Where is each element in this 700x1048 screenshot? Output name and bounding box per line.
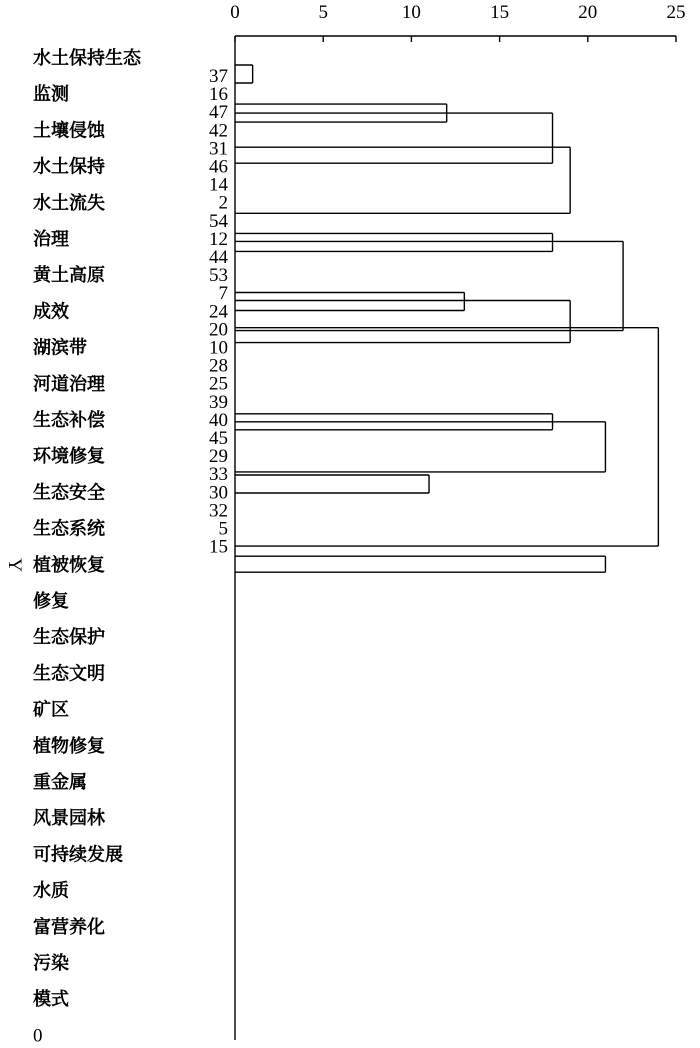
leaf-label: 31 — [209, 138, 228, 160]
x-tick-label: 20 — [578, 2, 598, 23]
leaf-label: 54 — [209, 210, 228, 232]
leaf-label: 47 — [209, 102, 228, 124]
term-label: 监测 — [33, 84, 69, 106]
y-axis-label: Y — [4, 558, 25, 572]
leaf-label: 10 — [209, 337, 228, 359]
leaf-label: 2 — [218, 192, 228, 214]
term-label: 治理 — [33, 229, 69, 250]
leaf-label: 16 — [209, 84, 228, 106]
term-label: 风景园林 — [33, 808, 105, 830]
leaf-label: 45 — [209, 428, 228, 449]
term-label: 水质 — [33, 880, 69, 902]
term-label: 模式 — [33, 989, 69, 1011]
x-axis — [230, 2, 685, 1040]
leaf-label: 29 — [209, 446, 228, 468]
leaf-label: 46 — [209, 156, 228, 178]
term-label: 生态文明 — [33, 663, 105, 685]
leaf-label: 24 — [209, 301, 228, 323]
x-tick-label: 0 — [230, 2, 240, 23]
term-label: 水土保持 — [33, 156, 105, 178]
term-label: 湖滨带 — [33, 337, 87, 359]
term-label: 矿区 — [33, 699, 69, 721]
x-tick-label: 25 — [666, 2, 686, 23]
term-label: 生态补偿 — [33, 410, 105, 431]
term-label: 污染 — [33, 953, 69, 974]
term-label: 富营养化 — [33, 916, 105, 938]
dendrogram-links — [235, 65, 658, 572]
x-tick-label: 15 — [490, 2, 510, 23]
term-label: 生态保护 — [33, 627, 105, 649]
leaf-labels — [209, 66, 229, 558]
leaf-label: 15 — [209, 536, 228, 558]
x-tick-label: 5 — [318, 2, 328, 23]
term-label: 植物修复 — [33, 735, 105, 757]
term-label-tail: 0 — [33, 1025, 43, 1047]
term-labels — [33, 47, 142, 1046]
leaf-label: 12 — [209, 228, 228, 250]
term-label: 河道治理 — [33, 373, 105, 395]
term-label: 环境修复 — [33, 446, 105, 468]
leaf-label: 42 — [209, 120, 228, 142]
leaf-label: 5 — [218, 518, 228, 540]
term-label: 重金属 — [33, 772, 87, 793]
term-label: 生态安全 — [33, 482, 105, 504]
term-label: 可持续发展 — [33, 844, 123, 866]
term-label: 生态系统 — [33, 518, 105, 540]
leaf-label: 14 — [209, 174, 228, 196]
term-label: 修复 — [33, 591, 69, 612]
leaf-label: 20 — [209, 319, 228, 341]
leaf-label: 28 — [209, 355, 228, 377]
leaf-label: 25 — [209, 373, 228, 395]
term-label: 黄土高原 — [33, 265, 105, 287]
leaf-label: 30 — [209, 482, 228, 504]
leaf-label: 7 — [218, 283, 228, 305]
term-label: 水土保持生态 — [33, 48, 141, 69]
x-tick-label: 10 — [401, 2, 421, 23]
leaf-label: 53 — [209, 265, 228, 287]
leaf-label: 40 — [209, 409, 228, 431]
leaf-label: 32 — [209, 500, 228, 522]
term-label: 水土流失 — [33, 192, 105, 214]
leaf-label: 44 — [209, 247, 228, 268]
term-label: 成效 — [33, 301, 69, 323]
leaf-label: 39 — [209, 391, 228, 413]
leaf-label: 33 — [209, 464, 228, 486]
leaf-label: 37 — [209, 66, 228, 87]
term-label: 土壤侵蚀 — [33, 120, 105, 142]
term-label: 植被恢复 — [33, 554, 105, 576]
